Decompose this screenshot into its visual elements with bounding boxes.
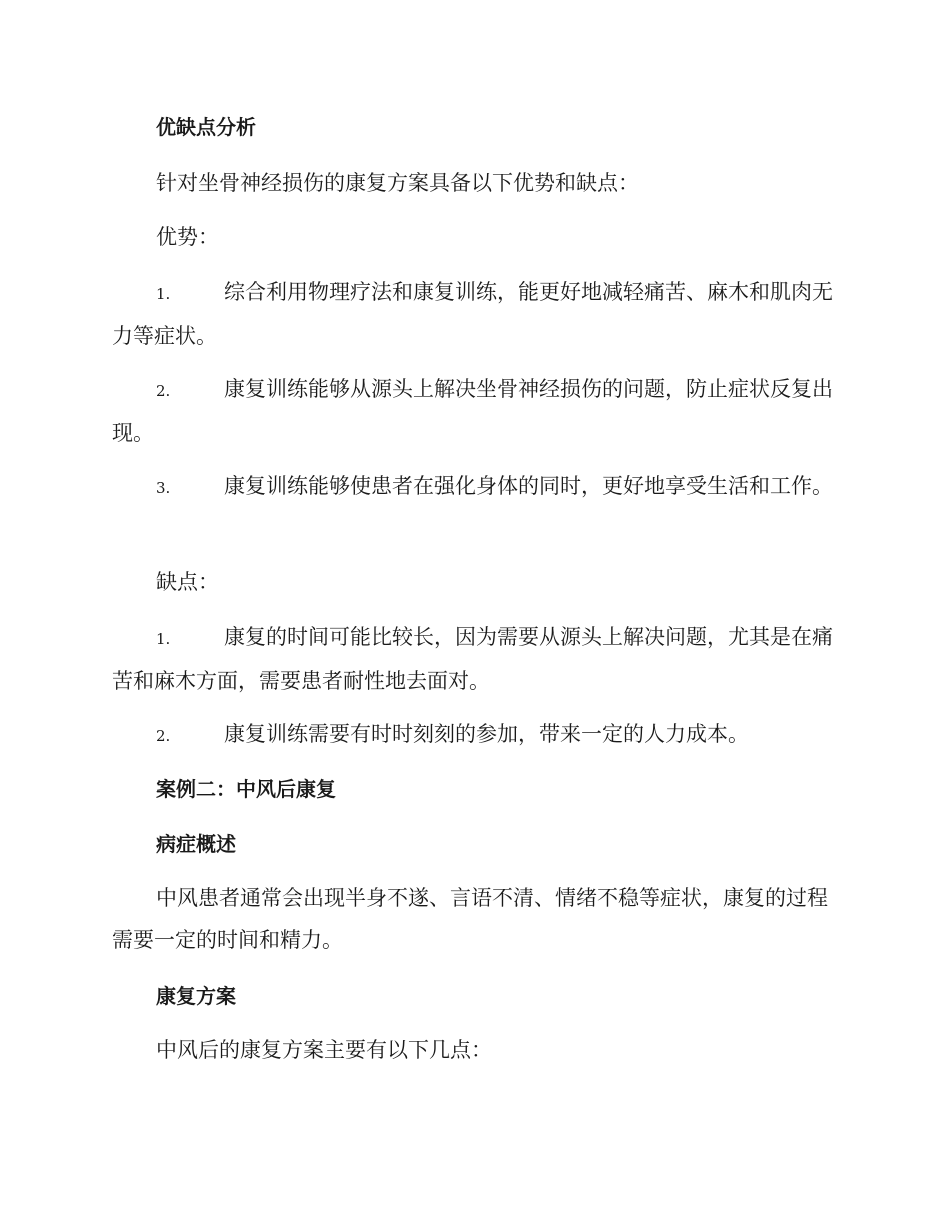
pros-cons-heading: 优缺点分析 xyxy=(156,115,256,139)
cons-item-1 xyxy=(112,616,836,702)
list-item-text: 综合利用物理疗法和康复训练，能更好地减轻痛苦、麻木和肌肉无力等症状。 xyxy=(112,280,833,348)
list-number: 2. xyxy=(156,382,171,400)
overview-paragraph: 中风患者通常会出现半身不遂、言语不清、情绪不稳等症状，康复的过程需要一定的时间和精力。 xyxy=(112,886,828,952)
list-number: 1. xyxy=(156,630,171,648)
pros-item-1 xyxy=(112,271,836,357)
list-number: 3. xyxy=(156,479,171,497)
cons-label: 缺点： xyxy=(156,570,219,594)
intro-paragraph: 针对坐骨神经损伤的康复方案具备以下优势和缺点： xyxy=(156,171,639,195)
list-item-text: 康复训练能够从源头上解决坐骨神经损伤的问题，防止症状反复出现。 xyxy=(112,377,833,445)
pros-item-2 xyxy=(112,368,836,454)
list-number: 1. xyxy=(156,285,171,303)
list-item-text: 康复的时间可能比较长，因为需要从源头上解决问题，尤其是在痛苦和麻木方面，需要患者耐性地去面对。 xyxy=(112,625,833,693)
list-item-text: 康复训练能够使患者在强化身体的同时，更好地享受生活和工作。 xyxy=(224,474,833,498)
list-item-text: 康复训练需要有时时刻刻的参加，带来一定的人力成本。 xyxy=(224,722,749,746)
pros-label: 优势： xyxy=(156,225,219,249)
plan-paragraph: 中风后的康复方案主要有以下几点： xyxy=(156,1038,492,1062)
case2-title: 案例二：中风后康复 xyxy=(156,777,336,801)
list-number: 2. xyxy=(156,727,171,745)
overview-heading: 病症概述 xyxy=(156,832,236,856)
cons-item-2 xyxy=(112,713,836,757)
pros-item-3 xyxy=(112,465,836,509)
plan-heading: 康复方案 xyxy=(156,984,236,1008)
